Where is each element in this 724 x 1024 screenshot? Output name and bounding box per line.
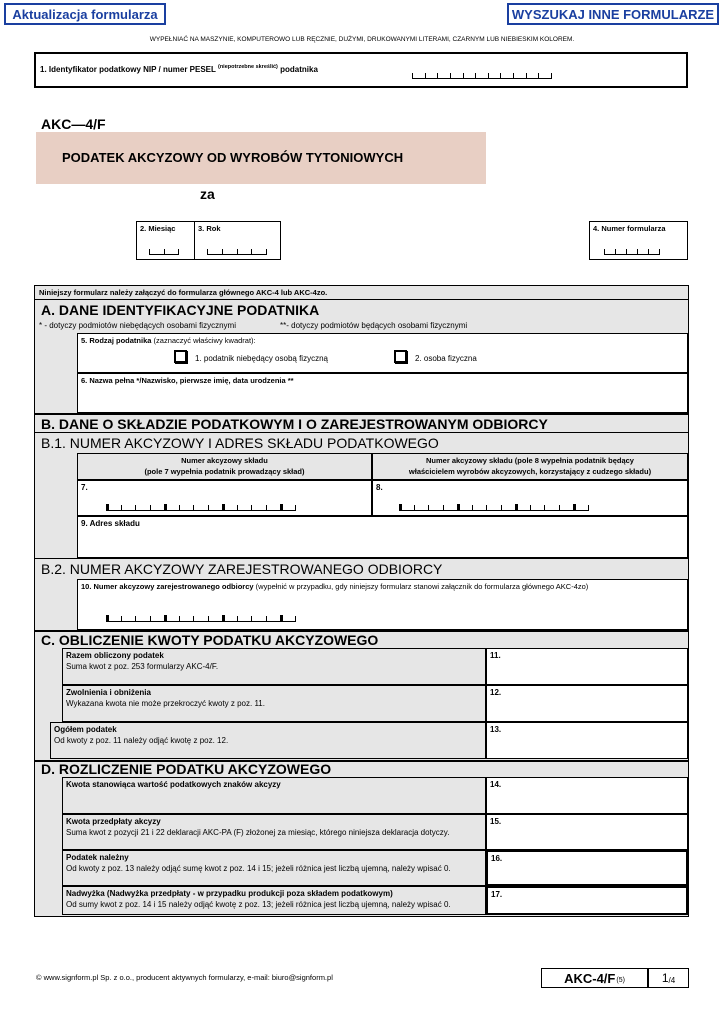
section-c-amount-field[interactable] bbox=[486, 648, 688, 685]
section-c-row-desc bbox=[62, 648, 486, 685]
field-5-label: 5. Rodzaj podatnika bbox=[81, 336, 152, 345]
section-c-title: C. OBLICZENIE KWOTY PODATKU AKCYZOWEGO bbox=[41, 632, 379, 648]
b1-col1-line1: Numer akcyzowy składu bbox=[181, 456, 268, 465]
section-d-title: D. ROZLICZENIE PODATKU AKCYZOWEGO bbox=[41, 761, 332, 777]
number-ticks bbox=[604, 249, 660, 255]
field-7-ticks bbox=[106, 505, 296, 511]
field-7-label: 7. bbox=[81, 483, 88, 492]
field-9-address[interactable] bbox=[77, 516, 688, 558]
b1-col2-header bbox=[372, 453, 688, 480]
section-d-amount-field[interactable] bbox=[486, 777, 688, 814]
b1-col2-line1: Numer akcyzowy składu (pole 8 wypełnia podatnik będący bbox=[426, 456, 634, 465]
field-5-taxpayer-type bbox=[77, 333, 688, 373]
section-d-amount-field[interactable] bbox=[486, 850, 688, 886]
field-8-label: 8. bbox=[376, 483, 383, 492]
form-number-field[interactable] bbox=[589, 221, 688, 260]
option-1-label: 1. podatnik niebędący osobą fizyczną bbox=[195, 354, 328, 363]
section-c-amount-number: 12. bbox=[490, 688, 502, 697]
field-1-label-b: podatnika bbox=[280, 64, 318, 74]
section-d-row-label: Podatek należny bbox=[66, 853, 129, 862]
section-c-row-text: Wykazana kwota nie może przekroczyć kwoty z poz. 11. bbox=[66, 699, 265, 708]
section-c-row-label: Razem obliczony podatek bbox=[66, 651, 164, 660]
field-10-ticks bbox=[106, 616, 296, 622]
section-c-row-text: Suma kwot z poz. 253 formularzy AKC-4/F. bbox=[66, 662, 219, 671]
field-6-label: 6. Nazwa pełna */Nazwisko, pierwsze imię, data urodzenia ** bbox=[81, 376, 294, 385]
fill-instruction: WYPEŁNIAĆ NA MASZYNIE, KOMPUTEROWO LUB RĘCZNIE, DUŻYMI, DRUKOWANYMI LITERAMI, CZARNYM LUB NIEBIESKIM KOLOREM. bbox=[149, 36, 575, 43]
section-d-row-label: Kwota przedpłaty akcyzy bbox=[66, 817, 161, 826]
section-d-row-desc bbox=[62, 777, 486, 814]
section-d-row-desc bbox=[62, 886, 486, 915]
search-forms-button[interactable]: WYSZUKAJ INNE FORMULARZE bbox=[507, 3, 719, 25]
field-9-label: 9. Adres składu bbox=[81, 519, 140, 528]
section-a-title: A. DANE IDENTYFIKACYJNE PODATNIKA bbox=[41, 302, 320, 318]
footer-page bbox=[648, 968, 689, 988]
footer-copyright: © www.signform.pl Sp. z o.o., producent aktywnych formularzy, e-mail: biuro@signform.pl bbox=[36, 973, 333, 982]
section-c-row-label: Ogółem podatek bbox=[54, 725, 117, 734]
section-d-row-label: Kwota stanowiąca wartość podatkowych znaków akcyzy bbox=[66, 780, 281, 789]
title-band bbox=[36, 132, 486, 184]
section-c-amount-field[interactable] bbox=[486, 685, 688, 722]
footer-page-number: 1 bbox=[661, 971, 669, 985]
section-c-row-text: Od kwoty z poz. 11 należy odjąć kwotę z poz. 12. bbox=[54, 736, 229, 745]
section-d-amount-field[interactable] bbox=[486, 814, 688, 850]
footer-page-total: /4 bbox=[668, 975, 676, 985]
field-1-label: 1. Identyfikator podatkowy NIP / numer PESEL bbox=[40, 64, 216, 74]
form-number-label: 4. Numer formularza bbox=[593, 224, 666, 233]
form-title: PODATEK AKCYZOWY OD WYROBÓW TYTONIOWYCH bbox=[62, 150, 404, 165]
attach-note-text: Niniejszy formularz należy załączyć do formularza głównego AKC-4 lub AKC-4zo. bbox=[39, 288, 328, 297]
section-d-row-text: Suma kwot z pozycji 21 i 22 deklaracji AKC-PA (F) złożonej za miesiąc, którego niniejsza deklaracja dotyczy. bbox=[66, 828, 450, 837]
form-code: AKC—4/F bbox=[41, 116, 106, 132]
year-field[interactable] bbox=[194, 221, 281, 260]
field-8-excise-number[interactable] bbox=[372, 480, 688, 516]
section-d-amount-number: 15. bbox=[490, 817, 502, 826]
section-c-row-desc bbox=[62, 685, 486, 722]
option-2-label: 2. osoba fizyczna bbox=[415, 354, 477, 363]
section-b-title: B. DANE O SKŁADZIE PODATKOWYM I O ZAREJESTROWANYM ODBIORCY bbox=[41, 416, 548, 432]
section-d-row-text: Od kwoty z poz. 13 należy odjąć sumę kwot z poz. 14 i 15; jeżeli różnica jest liczbą ujemną, należy wpisać 0. bbox=[66, 864, 451, 873]
section-a-note-a: * - dotyczy podmiotów niebędących osobami fizycznymi bbox=[39, 321, 236, 330]
month-ticks bbox=[149, 249, 179, 255]
section-d-amount-number: 14. bbox=[490, 780, 502, 789]
checkbox-non-natural-person[interactable] bbox=[174, 350, 187, 363]
footer-version: (5) bbox=[616, 977, 625, 984]
section-c-amount-number: 11. bbox=[490, 651, 501, 660]
field-6-name[interactable] bbox=[77, 373, 688, 413]
section-d-row-text: Od sumy kwot z poz. 14 i 15 należy odjąć kwotę z poz. 13; jeżeli różnica jest liczbą ujemną, należy wpisać 0. bbox=[66, 900, 451, 909]
month-label: 2. Miesiąc bbox=[140, 224, 176, 233]
section-c-row-label: Zwolnienia i obniżenia bbox=[66, 688, 151, 697]
year-label: 3. Rok bbox=[198, 224, 221, 233]
b1-col2-line2: właścicielem wyrobów akcyzowych, korzystający z cudzego składu) bbox=[408, 467, 652, 476]
field-8-ticks bbox=[399, 505, 589, 511]
footer-form-code bbox=[541, 968, 648, 988]
section-d-amount-number: 16. bbox=[491, 854, 503, 863]
month-field[interactable] bbox=[136, 221, 195, 260]
section-d-amount-field[interactable] bbox=[486, 886, 688, 915]
year-ticks bbox=[207, 249, 267, 255]
section-d-amount-number: 17. bbox=[491, 890, 503, 899]
b1-col1-line2: (pole 7 wypełnia podatnik prowadzący skład) bbox=[144, 467, 305, 476]
field-1-sup: (niepotrzebne skreślić) bbox=[217, 64, 278, 70]
section-b2-title: B.2. NUMER AKCYZOWY ZAREJESTROWANEGO ODBIORCY bbox=[41, 561, 443, 577]
field-10-hint: (wypełnić w przypadku, gdy niniejszy formularz stanowi załącznik do formularza głównego AKC-4zo) bbox=[255, 582, 589, 591]
update-form-button[interactable]: Aktualizacja formularza bbox=[4, 3, 166, 25]
section-d-row-desc bbox=[62, 814, 486, 850]
field-1-nip[interactable] bbox=[34, 52, 688, 88]
nip-tick-line bbox=[412, 73, 552, 79]
section-a-note-b: **- dotyczy podmiotów będących osobami fizycznymi bbox=[280, 321, 468, 330]
section-d-row-desc bbox=[62, 850, 486, 886]
field-10-label: 10. Numer akcyzowy zarejestrowanego odbiorcy bbox=[81, 582, 254, 591]
field-7-excise-number[interactable] bbox=[77, 480, 372, 516]
za-label: za bbox=[200, 186, 215, 202]
section-c-row-desc bbox=[50, 722, 486, 759]
field-10-receiver-number[interactable] bbox=[77, 579, 688, 630]
section-c-amount-number: 13. bbox=[490, 725, 502, 734]
section-c-amount-field[interactable] bbox=[486, 722, 688, 759]
b1-col1-header bbox=[77, 453, 372, 480]
footer-code-text: AKC-4/F bbox=[564, 970, 616, 986]
field-5-hint: (zaznaczyć właściwy kwadrat): bbox=[153, 336, 256, 345]
section-d-row-label: Nadwyżka (Nadwyżka przedpłaty - w przypadku produkcji poza składem podatkowym) bbox=[66, 889, 393, 898]
section-b1-title: B.1. NUMER AKCYZOWY I ADRES SKŁADU PODATKOWEGO bbox=[41, 435, 439, 451]
checkbox-natural-person[interactable] bbox=[394, 350, 407, 363]
attach-note bbox=[34, 285, 689, 300]
